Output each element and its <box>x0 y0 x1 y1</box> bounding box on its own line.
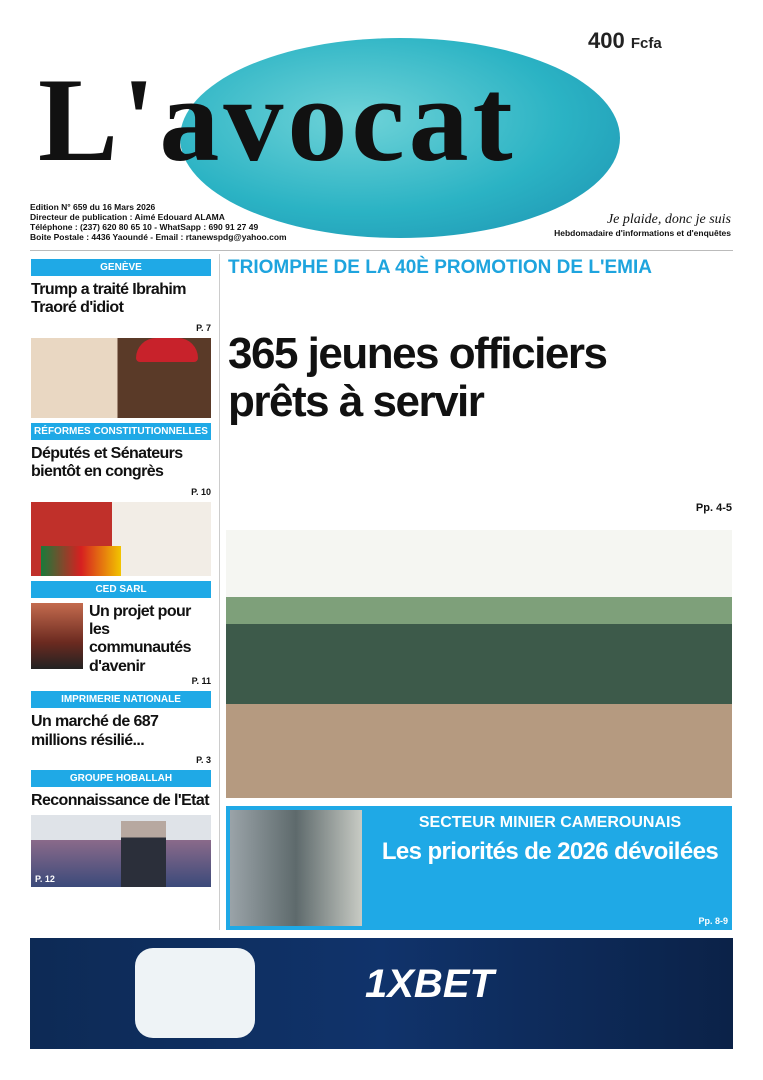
main-kicker: TRIOMPHE DE LA 40È PROMOTION DE L'EMIA <box>228 257 652 278</box>
price-value: 400 <box>588 28 625 53</box>
director: Directeur de publication : Aimé Edouard ALAMA <box>30 212 225 222</box>
page-ref: P. 3 <box>196 754 211 765</box>
divider <box>30 250 733 251</box>
headline-line: prêts à servir <box>228 377 484 427</box>
article-headline[interactable] <box>31 713 211 750</box>
price <box>588 28 662 57</box>
headline-line: Un marché de 687 <box>31 713 159 731</box>
page-ref: Pp. 8-9 <box>698 916 728 926</box>
subtitle: Hebdomadaire d'informations et d'enquêtes <box>554 228 731 238</box>
headline-line: bientôt en congrès <box>31 463 164 481</box>
phone: Téléphone : (237) 620 80 65 10 - WhatSapp : 690 91 27 49 <box>30 222 259 232</box>
main-story <box>228 257 732 427</box>
section-tag: RÉFORMES CONSTITUTIONNELLES <box>31 423 211 440</box>
headline-line: Trump a traité Ibrahim <box>31 281 186 298</box>
headline-line: d'avenir <box>89 657 145 675</box>
page-ref: P. 7 <box>196 322 211 333</box>
slogan: Je plaide, donc je suis <box>606 212 731 227</box>
article-headline[interactable] <box>31 281 211 318</box>
mining-photo <box>230 810 362 926</box>
article-photo <box>31 338 211 418</box>
slogan-block <box>471 212 731 238</box>
headline-line: Députés et Sénateurs <box>31 444 183 462</box>
headline-line: les communautés <box>89 620 191 657</box>
headline-line: Reconnaissance de l'Etat <box>31 791 209 809</box>
dice-graphic <box>135 948 255 1038</box>
article-headline[interactable] <box>89 603 211 677</box>
sidebar <box>31 259 211 887</box>
main-photo-cadets-parade <box>226 530 732 798</box>
article-photo <box>31 502 211 576</box>
address: Boite Postale : 4436 Yaoundé - Email : rtanewspdg@yahoo.com <box>30 232 287 242</box>
page-ref: P. 10 <box>191 486 211 497</box>
section-tag: CED SARL <box>31 581 211 598</box>
main-headline[interactable] <box>228 330 732 427</box>
mining-kicker: SECTEUR MINIER CAMEROUNAIS <box>418 814 682 831</box>
headline-line: Traoré d'idiot <box>31 299 124 317</box>
section-tag: GENÈVE <box>31 259 211 276</box>
ad-brand: 1XBET <box>365 962 494 1006</box>
article-photo <box>31 815 211 887</box>
page-ref: P. 11 <box>191 676 211 687</box>
mining-story-box[interactable] <box>226 806 732 930</box>
section-tag: GROUPE HOBALLAH <box>31 770 211 787</box>
mining-headline: Les priorités de 2026 dévoilées <box>381 838 719 865</box>
newspaper-title: L'avocat <box>38 53 517 186</box>
section-tag: IMPRIMERIE NATIONALE <box>31 691 211 708</box>
article-headline[interactable] <box>31 445 211 482</box>
page-ref: P. 12 <box>35 874 55 885</box>
page-ref: Pp. 4-5 <box>695 502 732 514</box>
headline-line: 365 jeunes officiers <box>228 328 607 378</box>
article-headline[interactable] <box>31 792 211 810</box>
price-currency: Fcfa <box>630 35 662 52</box>
edition: Edition N° 659 du 16 Mars 2026 <box>30 202 156 212</box>
headline-line: millions résilié... <box>31 731 145 749</box>
headline-line: Un projet pour <box>89 602 191 620</box>
divider <box>219 254 220 930</box>
edition-info <box>30 202 330 242</box>
article-photo <box>31 603 83 669</box>
